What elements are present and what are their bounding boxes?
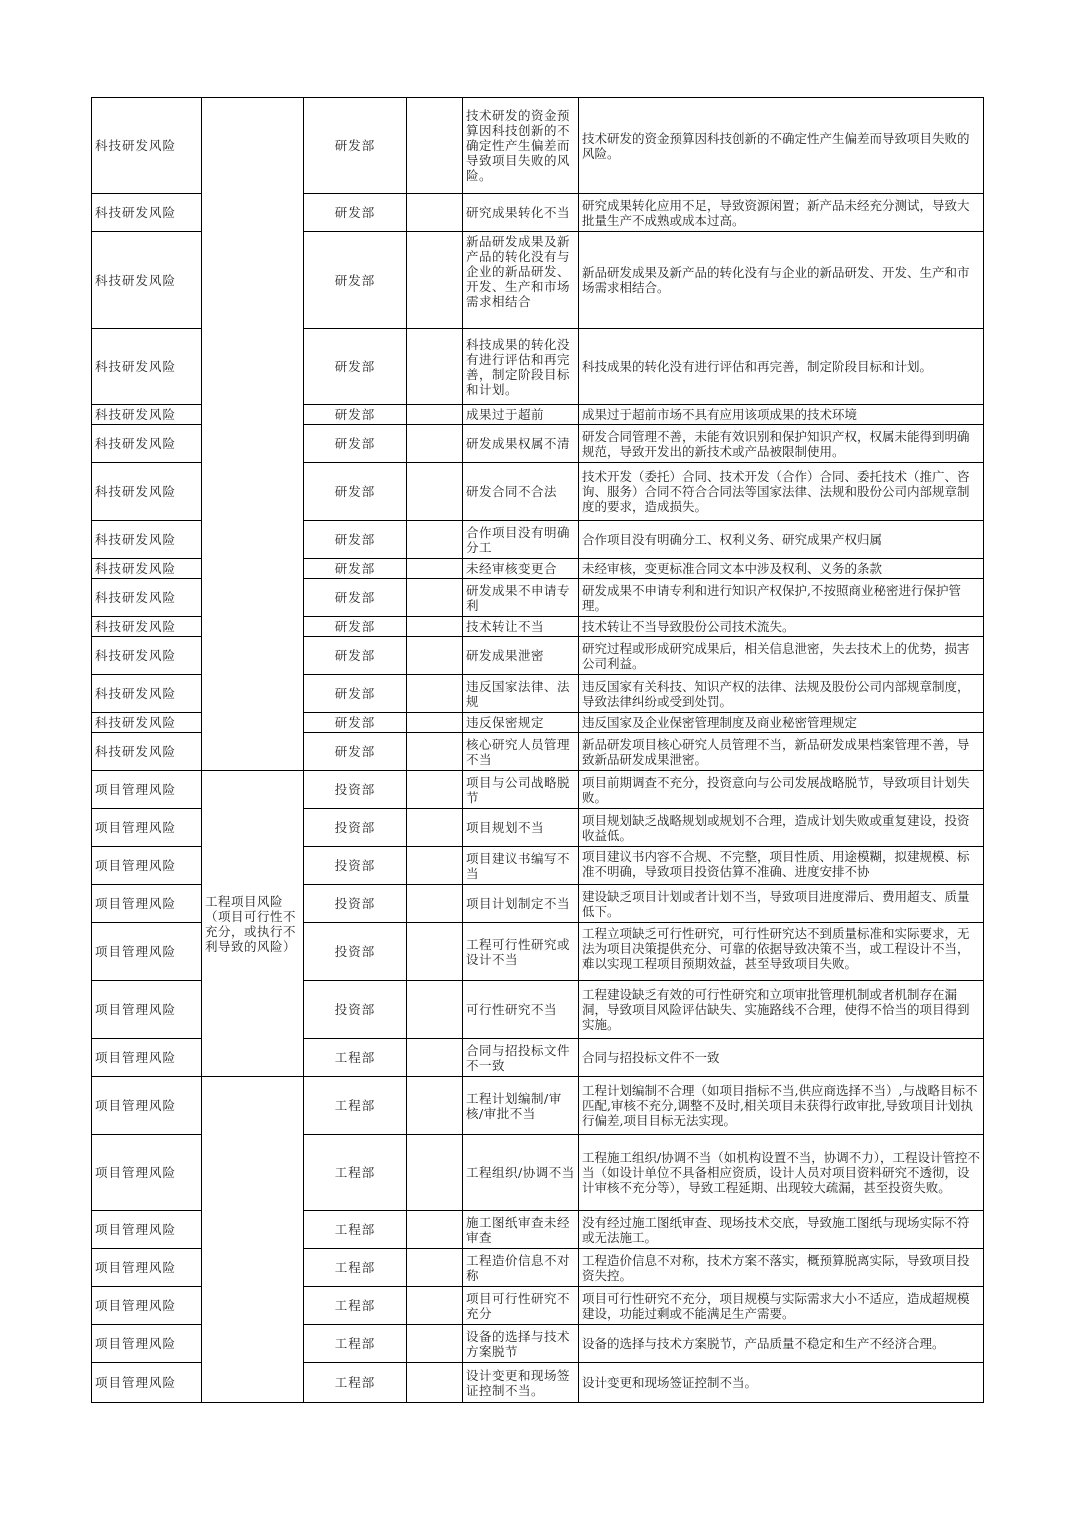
risk-description: 未经审核，变更标准合同文本中涉及权利、义务的条款 <box>579 559 984 579</box>
risk-description: 新品研发项目核心研究人员管理不当，新品研发成果档案管理不善，导致新品研发成果泄密。 <box>579 733 984 771</box>
risk-category: 科技研发风险 <box>92 675 202 713</box>
department: 研发部 <box>304 617 407 637</box>
risk-category: 科技研发风险 <box>92 617 202 637</box>
department: 投资部 <box>304 771 407 809</box>
department: 工程部 <box>304 1077 407 1135</box>
department: 工程部 <box>304 1249 407 1287</box>
risk-category: 项目管理风险 <box>92 1077 202 1135</box>
risk-category: 项目管理风险 <box>92 1135 202 1211</box>
blank-cell <box>407 771 463 809</box>
department: 工程部 <box>304 1039 407 1077</box>
risk-description: 建设缺乏项目计划或者计划不当，导致项目进度滞后、费用超支、质量低下。 <box>579 885 984 923</box>
blank-cell <box>407 1249 463 1287</box>
risk-description <box>579 847 984 885</box>
department: 研发部 <box>304 463 407 521</box>
risk-category: 科技研发风险 <box>92 98 202 194</box>
risk-item: 违反保密规定 <box>463 713 579 733</box>
blank-cell <box>407 923 463 981</box>
table-row <box>92 771 984 809</box>
risk-item: 项目可行性研究不充分 <box>463 1287 579 1325</box>
blank-cell <box>407 1077 463 1135</box>
risk-item: 项目计划制定不当 <box>463 885 579 923</box>
risk-description: 设计变更和现场签证控制不当。 <box>579 1363 984 1403</box>
risk-item: 研发成果不申请专利 <box>463 579 579 617</box>
risk-category: 科技研发风险 <box>92 425 202 463</box>
risk-item: 技术研发的资金预算因科技创新的不确定性产生偏差而导致项目失败的风险。 <box>463 98 579 194</box>
risk-category: 科技研发风险 <box>92 521 202 559</box>
department: 研发部 <box>304 232 407 329</box>
blank-cell <box>407 1211 463 1249</box>
risk-description: 项目规划缺乏战略规划或规划不合理，造成计划失败或重复建设，投资收益低。 <box>579 809 984 847</box>
risk-category: 科技研发风险 <box>92 637 202 675</box>
department: 研发部 <box>304 579 407 617</box>
risk-category: 项目管理风险 <box>92 1039 202 1077</box>
risk-description: 工程建设缺乏有效的可行性研究和立项审批管理机制或者机制存在漏洞，导致项目风险评估缺失、实施路线不合理，使得不恰当的项目得到实施。 <box>579 981 984 1039</box>
risk-description: 合同与招投标文件不一致 <box>579 1039 984 1077</box>
risk-description: 研究过程或形成研究成果后，相关信息泄密，失去技术上的优势，损害公司利益。 <box>579 637 984 675</box>
blank-cell <box>407 809 463 847</box>
blank-cell <box>407 194 463 232</box>
risk-group-cell <box>202 98 304 771</box>
risk-item <box>463 232 579 329</box>
table-row <box>92 1077 984 1135</box>
blank-cell <box>407 847 463 885</box>
risk-description: 工程计划编制不合理（如项目指标不当,供应商选择不当）,与战略目标不匹配,审核不充分,调整不及时,相关项目未获得行政审批,导致项目计划执行偏差,项目目标无法实现。 <box>579 1077 984 1135</box>
department: 研发部 <box>304 329 407 405</box>
risk-category: 项目管理风险 <box>92 847 202 885</box>
risk-category: 项目管理风险 <box>92 1287 202 1325</box>
blank-cell <box>407 405 463 425</box>
risk-description: 科技成果的转化没有进行评估和再完善，制定阶段目标和计划。 <box>579 329 984 405</box>
risk-description: 项目前期调查不充分，投资意向与公司发展战略脱节，导致项目计划失败。 <box>579 771 984 809</box>
blank-cell <box>407 98 463 194</box>
risk-description: 没有经过施工图纸审查、现场技术交底，导致施工图纸与现场实际不符或无法施工。 <box>579 1211 984 1249</box>
risk-description-text: 工程立项缺乏可行性研究，可行性研究达不到质量标准和实际要求，无法为项目决策提供充分、可靠的依据导致决策不当，或工程设计不当，难以实现工程项目预期效益，甚至导致项目失败。 <box>582 925 970 971</box>
risk-item: 工程计划编制/审核/审批不当 <box>463 1077 579 1135</box>
risk-table <box>91 97 984 1403</box>
risk-category: 项目管理风险 <box>92 1325 202 1363</box>
department: 投资部 <box>304 923 407 981</box>
risk-category: 项目管理风险 <box>92 923 202 981</box>
department: 投资部 <box>304 847 407 885</box>
department: 工程部 <box>304 1287 407 1325</box>
risk-category: 项目管理风险 <box>92 1211 202 1249</box>
risk-item: 项目规划不当 <box>463 809 579 847</box>
department: 研发部 <box>304 713 407 733</box>
risk-item: 项目与公司战略脱节 <box>463 771 579 809</box>
blank-cell <box>407 559 463 579</box>
risk-description: 研发成果不申请专利和进行知识产权保护,不按照商业秘密进行保护管理。 <box>579 579 984 617</box>
blank-cell <box>407 1287 463 1325</box>
department: 研发部 <box>304 425 407 463</box>
department: 工程部 <box>304 1135 407 1211</box>
department: 工程部 <box>304 1211 407 1249</box>
risk-group-label: 工程项目风险（项目可行性不充分，或执行不利导致的风险） <box>202 771 304 1077</box>
risk-category: 科技研发风险 <box>92 232 202 329</box>
risk-item: 核心研究人员管理不当 <box>463 733 579 771</box>
risk-item: 成果过于超前 <box>463 405 579 425</box>
risk-description: 成果过于超前市场不具有应用该项成果的技术环境 <box>579 405 984 425</box>
department: 研发部 <box>304 733 407 771</box>
blank-cell <box>407 463 463 521</box>
risk-item: 研发成果权属不清 <box>463 425 579 463</box>
risk-category: 项目管理风险 <box>92 771 202 809</box>
risk-category: 项目管理风险 <box>92 809 202 847</box>
blank-cell <box>407 232 463 329</box>
risk-category: 科技研发风险 <box>92 733 202 771</box>
risk-category: 科技研发风险 <box>92 559 202 579</box>
risk-item: 设计变更和现场签证控制不当。 <box>463 1363 579 1403</box>
blank-cell <box>407 329 463 405</box>
risk-description: 技术研发的资金预算因科技创新的不确定性产生偏差而导致项目失败的风险。 <box>579 98 984 194</box>
department: 研发部 <box>304 675 407 713</box>
blank-cell <box>407 579 463 617</box>
risk-item: 违反国家法律、法规 <box>463 675 579 713</box>
risk-item: 工程组织/协调不当 <box>463 1135 579 1211</box>
blank-cell <box>407 1039 463 1077</box>
blank-cell <box>407 637 463 675</box>
department: 投资部 <box>304 981 407 1039</box>
risk-item: 研发合同不合法 <box>463 463 579 521</box>
risk-item: 项目建议书编写不当 <box>463 847 579 885</box>
department: 研发部 <box>304 194 407 232</box>
risk-category: 科技研发风险 <box>92 329 202 405</box>
risk-description: 工程造价信息不对称，技术方案不落实，概预算脱离实际，导致项目投资失控。 <box>579 1249 984 1287</box>
risk-item: 工程造价信息不对称 <box>463 1249 579 1287</box>
risk-category: 项目管理风险 <box>92 885 202 923</box>
blank-cell <box>407 617 463 637</box>
risk-item: 未经审核变更合 <box>463 559 579 579</box>
risk-description: 技术转让不当导致股份公司技术流失。 <box>579 617 984 637</box>
blank-cell <box>407 713 463 733</box>
department: 研发部 <box>304 637 407 675</box>
risk-description: 研发合同管理不善，未能有效识别和保护知识产权，权属未能得到明确规范，导致开发出的新技术或产品被限制使用。 <box>579 425 984 463</box>
blank-cell <box>407 981 463 1039</box>
risk-description-text: 项目建议书内容不合规、不完整，项目性质、用途模糊，拟建规模、标准不明确，导致项目投资估算不准确、进度安排不协 <box>582 849 970 879</box>
risk-item: 设备的选择与技术方案脱节 <box>463 1325 579 1363</box>
risk-description <box>579 923 984 981</box>
risk-item: 工程可行性研究或设计不当 <box>463 923 579 981</box>
risk-item: 技术转让不当 <box>463 617 579 637</box>
risk-category: 项目管理风险 <box>92 981 202 1039</box>
risk-group-cell <box>202 1077 304 1403</box>
risk-category: 科技研发风险 <box>92 713 202 733</box>
risk-category: 项目管理风险 <box>92 1363 202 1403</box>
blank-cell <box>407 1363 463 1403</box>
risk-category: 科技研发风险 <box>92 405 202 425</box>
risk-category: 科技研发风险 <box>92 579 202 617</box>
risk-item: 研发成果泄密 <box>463 637 579 675</box>
blank-cell <box>407 885 463 923</box>
blank-cell <box>407 1325 463 1363</box>
risk-item: 研究成果转化不当 <box>463 194 579 232</box>
department: 投资部 <box>304 885 407 923</box>
risk-description: 研究成果转化应用不足，导致资源闲置；新产品未经充分测试，导致大批量生产不成熟或成本过高。 <box>579 194 984 232</box>
department: 研发部 <box>304 521 407 559</box>
risk-item-text: 新品研发成果及新产品的转化没有与企业的新品研发、开发、生产和市场需求相结合 <box>466 234 571 309</box>
risk-description: 项目可行性研究不充分，项目规模与实际需求大小不适应，造成超规模建设，功能过剩或不能满足生产需要。 <box>579 1287 984 1325</box>
risk-description: 新品研发成果及新产品的转化没有与企业的新品研发、开发、生产和市场需求相结合。 <box>579 232 984 329</box>
department: 工程部 <box>304 1325 407 1363</box>
blank-cell <box>407 425 463 463</box>
blank-cell <box>407 675 463 713</box>
risk-description: 违反国家有关科技、知识产权的法律、法规及股份公司内部规章制度，导致法律纠纷或受到处罚。 <box>579 675 984 713</box>
risk-item: 合同与招投标文件不一致 <box>463 1039 579 1077</box>
department: 研发部 <box>304 405 407 425</box>
department: 研发部 <box>304 559 407 579</box>
risk-item: 合作项目没有明确分工 <box>463 521 579 559</box>
risk-item: 施工图纸审查未经审查 <box>463 1211 579 1249</box>
blank-cell <box>407 733 463 771</box>
risk-description: 违反国家及企业保密管理制度及商业秘密管理规定 <box>579 713 984 733</box>
department: 投资部 <box>304 809 407 847</box>
blank-cell <box>407 521 463 559</box>
blank-cell <box>407 1135 463 1211</box>
risk-description: 设备的选择与技术方案脱节，产品质量不稳定和生产不经济合理。 <box>579 1325 984 1363</box>
risk-item: 科技成果的转化没有进行评估和再完善，制定阶段目标和计划。 <box>463 329 579 405</box>
risk-description: 工程施工组织/协调不当（如机构设置不当，协调不力），工程设计管控不当（如设计单位不具备相应资质，设计人员对项目资料研究不透彻，设计审核不充分等），导致工程延期、出现较大疏漏，甚至投资失败。 <box>579 1135 984 1211</box>
risk-description: 合作项目没有明确分工、权利义务、研究成果产权归属 <box>579 521 984 559</box>
department: 工程部 <box>304 1363 407 1403</box>
department: 研发部 <box>304 98 407 194</box>
risk-description: 技术开发（委托）合同、技术开发（合作）合同、委托技术（推广、咨询、服务）合同不符合合同法等国家法律、法规和股份公司内部规章制度的要求，造成损失。 <box>579 463 984 521</box>
table-row <box>92 98 984 194</box>
risk-category: 科技研发风险 <box>92 463 202 521</box>
risk-category: 项目管理风险 <box>92 1249 202 1287</box>
risk-category: 科技研发风险 <box>92 194 202 232</box>
risk-item: 可行性研究不当 <box>463 981 579 1039</box>
